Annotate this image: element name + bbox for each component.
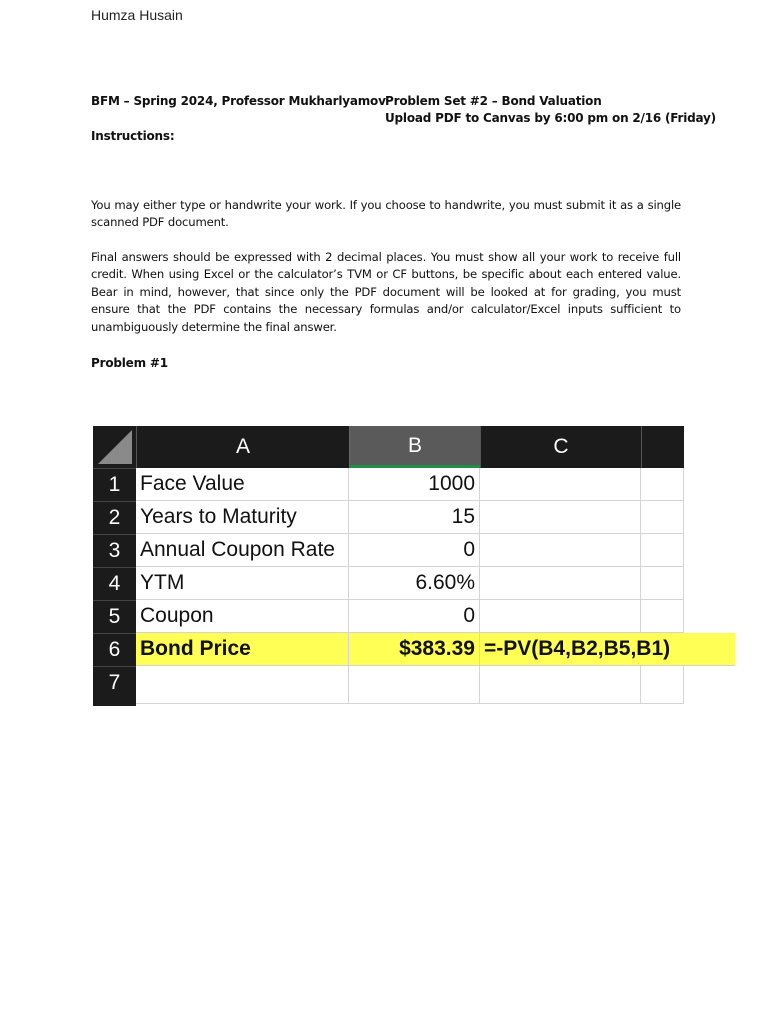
cell-label: YTM bbox=[136, 567, 349, 600]
instructions-paragraph-2: Final answers should be expressed with 2 decimal places. You must show all your work to receive full credit. When using Excel or the calculator’s TVM or CF buttons, be specific about each entered value. Bear in mind, however, that since only the PDF document will be looked at for grading, you must ensure that the PDF contains the necessary formulas and/or calculator/Excel inputs sufficient to unambiguously determine the final answer. bbox=[91, 250, 681, 334]
row-header: 2 bbox=[93, 501, 136, 534]
column-header-b: B bbox=[349, 426, 480, 468]
row-header: 5 bbox=[93, 600, 136, 633]
cell-empty bbox=[641, 600, 684, 633]
cell-note bbox=[480, 666, 641, 704]
cell-label: Coupon bbox=[136, 600, 349, 633]
cell-empty bbox=[641, 468, 684, 501]
cell-value: 1000 bbox=[349, 468, 480, 501]
cell-note bbox=[480, 567, 641, 600]
cell-label: Face Value bbox=[136, 468, 349, 501]
row-header: 3 bbox=[93, 534, 136, 567]
cell-note bbox=[480, 501, 641, 534]
cell-empty bbox=[641, 567, 684, 600]
cell-value bbox=[349, 666, 480, 704]
problem-set-title: Problem Set #2 – Bond Valuation bbox=[385, 94, 602, 108]
cell-label-bond-price: Bond Price bbox=[136, 633, 349, 666]
cell-note bbox=[480, 600, 641, 633]
course-header: BFM – Spring 2024, Professor Mukharlyamov bbox=[91, 94, 386, 108]
cell-note bbox=[480, 534, 641, 567]
row-header: 4 bbox=[93, 567, 136, 600]
row-header: 1 bbox=[93, 468, 136, 501]
cell-note bbox=[480, 468, 641, 501]
cell-value-bond-price: $383.39 bbox=[349, 633, 480, 666]
author-name: Humza Husain bbox=[91, 7, 183, 23]
cell-value: 0 bbox=[349, 600, 480, 633]
corner-triangle-icon bbox=[98, 430, 132, 464]
formula-text: =-PV(B4,B2,B5,B1) bbox=[484, 637, 671, 660]
cell-label: Years to Maturity bbox=[136, 501, 349, 534]
row-header: 7 bbox=[93, 666, 136, 706]
cell-value: 6.60% bbox=[349, 567, 480, 600]
cell-value: 15 bbox=[349, 501, 480, 534]
column-header-c: C bbox=[480, 426, 641, 468]
due-date-line: Upload PDF to Canvas by 6:00 pm on 2/16 (Friday) bbox=[385, 111, 716, 125]
cell-empty bbox=[641, 534, 684, 567]
cell-label bbox=[136, 666, 349, 704]
instructions-paragraph-1: You may either type or handwrite your work. If you choose to handwrite, you must submit it as a single scanned PDF document. bbox=[91, 198, 681, 230]
cell-value: 0 bbox=[349, 534, 480, 567]
instructions-heading: Instructions: bbox=[91, 129, 175, 143]
column-header-d bbox=[641, 426, 684, 468]
cell-empty bbox=[641, 666, 684, 704]
spreadsheet-screenshot bbox=[93, 426, 684, 706]
problem-set-header bbox=[385, 93, 716, 127]
cell-empty bbox=[641, 501, 684, 534]
problem-heading: Problem #1 bbox=[91, 356, 168, 370]
select-all-corner bbox=[93, 426, 136, 468]
column-header-a: A bbox=[136, 426, 349, 468]
cell-label: Annual Coupon Rate bbox=[136, 534, 349, 567]
cell-formula bbox=[480, 633, 735, 666]
row-header: 6 bbox=[93, 633, 136, 666]
